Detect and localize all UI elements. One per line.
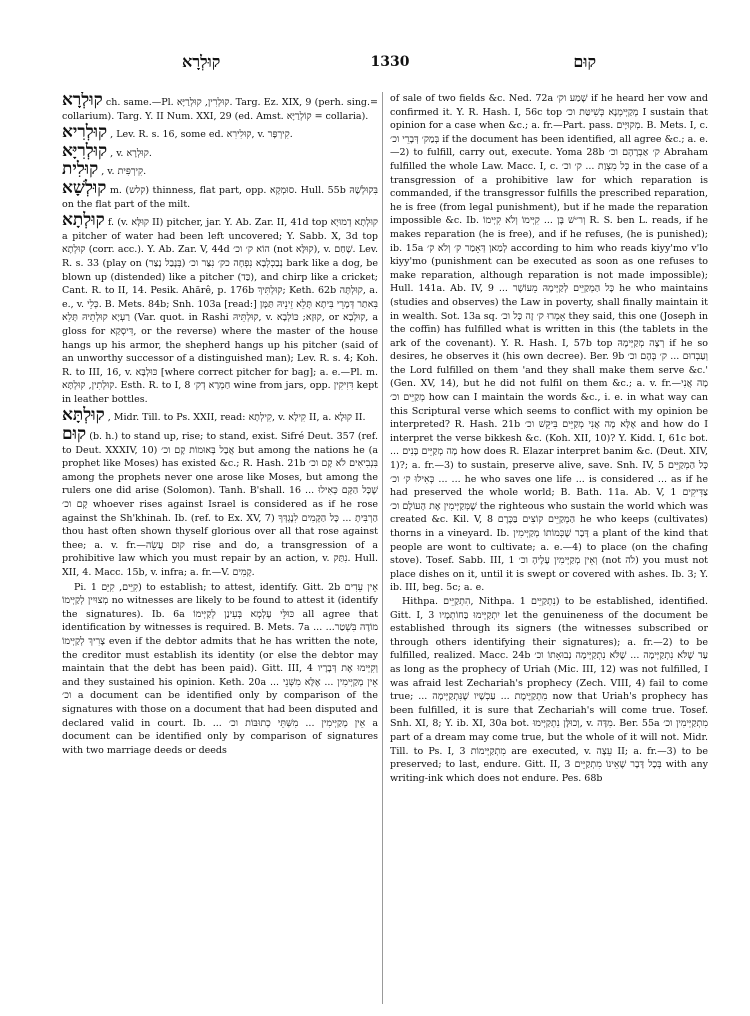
dictionary-entry [390, 595, 708, 785]
dictionary-entry [62, 426, 378, 580]
dictionary-entry [62, 140, 378, 161]
entry-text: Hithpa. הִתְקַיֵּים, Nithpa. נִתְקַיֵּים 1) to be established, identified. Gitt. I, 3 יִתְקַיְּימוּ בַּחוֹתְמָיו let the genuineness of the document be established through its signers (the witnesses subscribed or through others identifying their signatures); a. fr.—2) to be fulfilled, realized. Macc. 24b עַד שֶׁלֹּא נִתְקַיְּימָה ... שֶׁלֹּא נִתְקַיְּימָה נְבוּאָתוֹ וכ׳ as long as the prophecy of Uriah (Mic. III, 12) was not fulfilled, I was afraid lest Zechariah's prophecy (Zech. VIII, 4) fail to come true; ... מִתְקַיֶּימֶת ... עַכְשָׁיו שֶׁנִּתְקַיְּימָה now that Uriah's prophecy has been fulfilled, it is sure that Zechariah's will come true. Tosef. Snh. XI, 8; Y. ib. XI, 30a bot. וְכוּלָּן נִתְקַיְּימוּ, v. מִדָּה. Ber. 55a מִתְקַיְּימִין וכ׳ part of a dream may come true, but the whole of it will not. Midr. Till. to Ps. I, 3 מִתְקַיְּימוֹת are executed, v. עֵצָה II; a. fr.—3) to be preserved; to last, endure. Gitt. II, 3 בְּכָל דָּבָר שֶׁאֵינוֹ מִתְקַיֵּים with any writing-ink which does not endure. Pes. 68b [390, 595, 708, 784]
entry-headword: קוּם [62, 424, 87, 445]
entry-text: (b. h.) to stand up, rise; to stand, exist. Sifré Deut. 357 (ref. to Deut. XXXIV, 10) אֲבָל בְּאוּמוֹת קָם וכ׳ but among the nations he (a prophet like Moses) has existed &c.; R. Hash. 21b בִּנְבִיאִים לֹא קָם וכ׳ among the prophets never one arose like Moses, but among the rulers one did arise (Solomon). Tanh. B'shall. 16 ... שֶׁכָּל הַקָּם כְּאִילוּ קָם וכ׳ whoever rises against Israel is considered as if he rose against the Sh'khinah. Ib. (ref. to Ex. XV, 7) הַרְבִּיתָ ... כָּל הַקָּמִים לִנֶגְדְּךָ thou hast often shown thyself glorious over all that rose against thee; a. v. fr.—קוּם עֲשֵׂה rise and do, a transgression of a prohibitive law which you must repair by an action, v. נִתַּק. Hull. XII, 4. Macc. 15b, v. infra; a. fr.—V. קָמִים. [62, 431, 378, 578]
entry-text: , Midr. Till. to Ps. XXII, read: קִילְתָא, v. קִילָא II, a. קוּלָא II. [107, 412, 366, 424]
entry-headword: קוּלְתָא [62, 210, 105, 231]
column-divider [382, 92, 383, 1004]
entry-text: of sale of two fields &c. Ned. 72a שָׁמַע וק׳ if he heard her vow and confirmed it. Y. R. Hash. I, 56c top מְקַיְּימְנָא כְּשִׁיטַּת וכ׳ I sustain that opinion for a case when &c.; a. fr.—Part. pass. מְקוּיָּים. B. Mets. I, c. בְּמַק׳ דְּבָרֵי וכ׳ if the document has been identified, all agree &c.; a. e.—2) to fulfill, carry out, execute. Yoma 28b ק׳ אַבְרָהָם וכ׳ Abraham fulfilled the whole Law. Macc. I, c. כָּל מִצְוַת ... ק׳ וכ׳ in the case of a transgression of a prohibitive law for which reparation is commanded, if the transgressor fulfills the prescribed reparation, he is free (from legal punishment), but if he made the reparation impossible &c. Ib. וְר״שׁ בֶּן ... קִיְּימוֹ וְלֹא קִיְּימוֹ R. S. ben L. reads, if he makes reparation (he is free), and if he refuses, (he is punished); ib. 15a לְמַאן דְּאָמַר ק׳ וְלֹא ק׳ according to him who reads kiyy'mo v'lo kiyy'mo (punishment can be executed as soon as one refuses to make reparation, although reparation is not made impossible); Hull. 141a. Ab. IV, 9 ... כָּל הַמְקַיֵּים לְקַיְּימָהּ מֵעוֹשֶׁר he who maintains (studies and observes) the Law in poverty, shall finally maintain it in wealth. Sot. 13a sq. אָמְרוּ ק׳ זֶה כָּל וכ׳ they said, this one (Joseph in the coffin) has fulfilled what is written in this (the tablets in the ark of the covenant). Y. R. Hash. I, 57b top רְצָה מְקַיְּימָהּ if he so desires, he observes it (his own decree). Ber. 9b וְעַבְדוּם ... ק׳ בְּהֶם וכ׳ the Lord fulfilled on them 'and they shall make them serve &c.' (Gen. XV, 14), but he did not fulfil on them &c.; a. v. fr.—מָה אֲנִי מְקַיֵּים וכ׳ how can I maintain the words &c., i. e. in what way can this Scriptural verse which seems to conflict with my opinion be interpreted? R. Hash. 21b אֶלָּא מָה אֲנִי מְקַיֵּים בִּיקֵּשׁ וכ׳ and how do I interpret the verse bikkesh &c. (Koh. XII, 10)? Y. Kidd. I, 61c bot. ... מָה מְקַיֵּים בָּנִים how does R. Elazar interpret banim &c. (Deut. XIV, 1)?; a. fr.—3) to sustain, preserve alive, save. Snh. IV, 5 כָּל הַמְקַיֵּים ... כְּאִילוּ ק׳ וכ׳ ... he who saves one life ... is considered ... as if he had preserved the whole world; B. Bath. 11a. Ab. V, 1 צַדִּיקִים שֶׁמְּקַיְּימִין אֶת הָעוֹלָם וכ׳ the righteous who sustain the world which was created &c. Kil. V, 8 הַמְקַיֵּים קוֹצִים בַּכֶּרֶם he who keeps (cultivates) thorns in a vineyard. Ib. דָּבָר שֶׁכְּמוֹתוֹ מְקַיְּימִין a plant of the kind that people are wont to cultivate; a. e.—4) to place (on the chafing stove). Tosef. Sabb. III, 1 וְאֵין מְקַיְּימִין עָלֶיהָ וכ׳ (not לֹה) you must not place dishes on it, until it is swept or covered with ashes. Ib. 3; Y. ib. III, beg. 5c; a. e. [390, 93, 708, 594]
left-running-head: קוּלְרָא [182, 52, 221, 71]
dictionary-entry [62, 212, 378, 406]
entry-text: , Lev. R. s. 16, some ed. קוּלִירִא, v. קִירְפָּר. [110, 129, 293, 141]
entry-text: Pi. קִיֵּים, קִיֵּם 1) to establish; to attest, identify. Gitt. 2b אֵין עֵדִים מְצוּיִין לְקַיְּימוֹ no witnesses are likely to be found to attest it (identify the signatures). Ib. 6a כּוּלֵּי עָלְמָא בְּעִינַן לְקַיְּימוֹ all agree that identification by witnesses is required. B. Mets. 7a ... מוֹדֶה בִּשְׁטַר... צָרִיךְ לְקַיְּימוֹ even if the debtor admits that he has written the note, the creditor must establish its identity (or else the debtor may maintain that the debt has been paid). Gitt. III, 4 וְקִיְּימוּ אֶת דְּבָרָיו and they sustained his opinion. Keth. 20a ... אֵין מְקַיְּימִין ... אֶלָּא מִשְּׁנֵי וכ׳ a document can be identified only by comparison of the signatures with those on a document that had been disputed and declared valid in court. Ib. ... אֵין מְקַיְּימִין ... מִשְּׁתֵּי כְתוּבּוֹת וכ׳ a document can be identified only by comparison of signatures with two marriage deeds or deeds [62, 581, 378, 756]
entry-text: , v. קִירְפִּית. [101, 166, 147, 178]
dictionary-entry [62, 177, 378, 211]
entry-headword: קוּלְרָא [62, 92, 103, 110]
dictionary-entry [62, 407, 378, 425]
dictionary-entry [62, 92, 378, 123]
entry-headword: קוּלְרִיא [62, 122, 108, 143]
entry-headword: קוּלְתָּא [62, 405, 105, 426]
left-column [62, 92, 378, 1004]
entry-headword: קוּלְשָׁא [62, 177, 107, 198]
right-running-head: קוּם [573, 52, 596, 71]
page-header [60, 52, 708, 76]
entry-text: f. (v. קוּלָּא II) pitcher, jar. Y. Ab. Zar. II, 41d top קוּלְתָא דְמוּיָא a pitcher of water had been left uncovered; Y. Sabb. X, 3d top קוּלְתָא (corr. acc.). Y. Ab. Zar. V, 44d הוֹא ק׳ וכ׳ (not קוּלָּא), v. שָׁחַם. Lev. R. s. 33 (play on נְבַכְלְבָא נִפְחָה כק׳ נִצַּר וכ׳ (בְּנָבַל נָצַר) bark like a dog, be blown up (distended) like a pitcher (כַּד), and chirp like a cricket; Cant. R. to II, 14. Pesik. Ahărê, p. 176b קוּלְתִּיךְ; Keth. 62b קוּלְתָּה, a. e., v. כְּלֵי. B. Mets. 84b; Snh. 103a [read:] בִּאתַר דְּמָרֵי בִּיתָא תָּלֵא זֵינֵיהּ תַּמָּן רַעְיָא קוּלְתֵיהּ תָּלֵא (Var. quot. in Rashi קוּלְתֵּיהּ, v. קוּזָא; כּוֹלְבָא, or קוּלְבָא, a gloss for דִּיסְקַא, or the reverse) where the master of the house hangs up his armor, the shepherd hangs up his pitcher (said of an unworthy successor of a distinguished man); Lev. R. s. 4; Koh. R. to III, 16, v. כּוּלְבָּא [where correct pitcher for bag]; a. e.—Pl. m. קוּלְתִין, קוּלְתָּא. Esth. R. to I, 8 חַמְרָא דְק׳ wine from jars, opp. דִּזִיקִין kept in leather bottles. [62, 217, 378, 405]
right-column [390, 92, 708, 1004]
dictionary-entry [390, 92, 708, 595]
entry-text: m. (קלש) thinness, flat part, opp. סוּמְקָא. Hull. 55b בִּקוּלְשָׁהּ on the flat part of the milt. [62, 184, 378, 210]
entry-headword: קוּלִית [62, 159, 99, 180]
dictionary-entry [62, 124, 378, 142]
entry-text: , v. קוּלְרָא. [110, 147, 152, 159]
page-number: 1330 [370, 54, 410, 70]
dictionary-entry [62, 161, 378, 179]
dictionary-entry [62, 581, 378, 758]
entry-headword: קוּלְרִיָּא [62, 140, 108, 161]
entry-text: ch. same.—Pl. קוּלְרִין, קוּלְרַיָּא. Targ. Ez. XIX, 9 (perh. sing.= collarium). Targ. Y. II Num. XXI, 29 (ed. Amst. קוֹלְרַיָּא = collaria). [62, 97, 378, 122]
